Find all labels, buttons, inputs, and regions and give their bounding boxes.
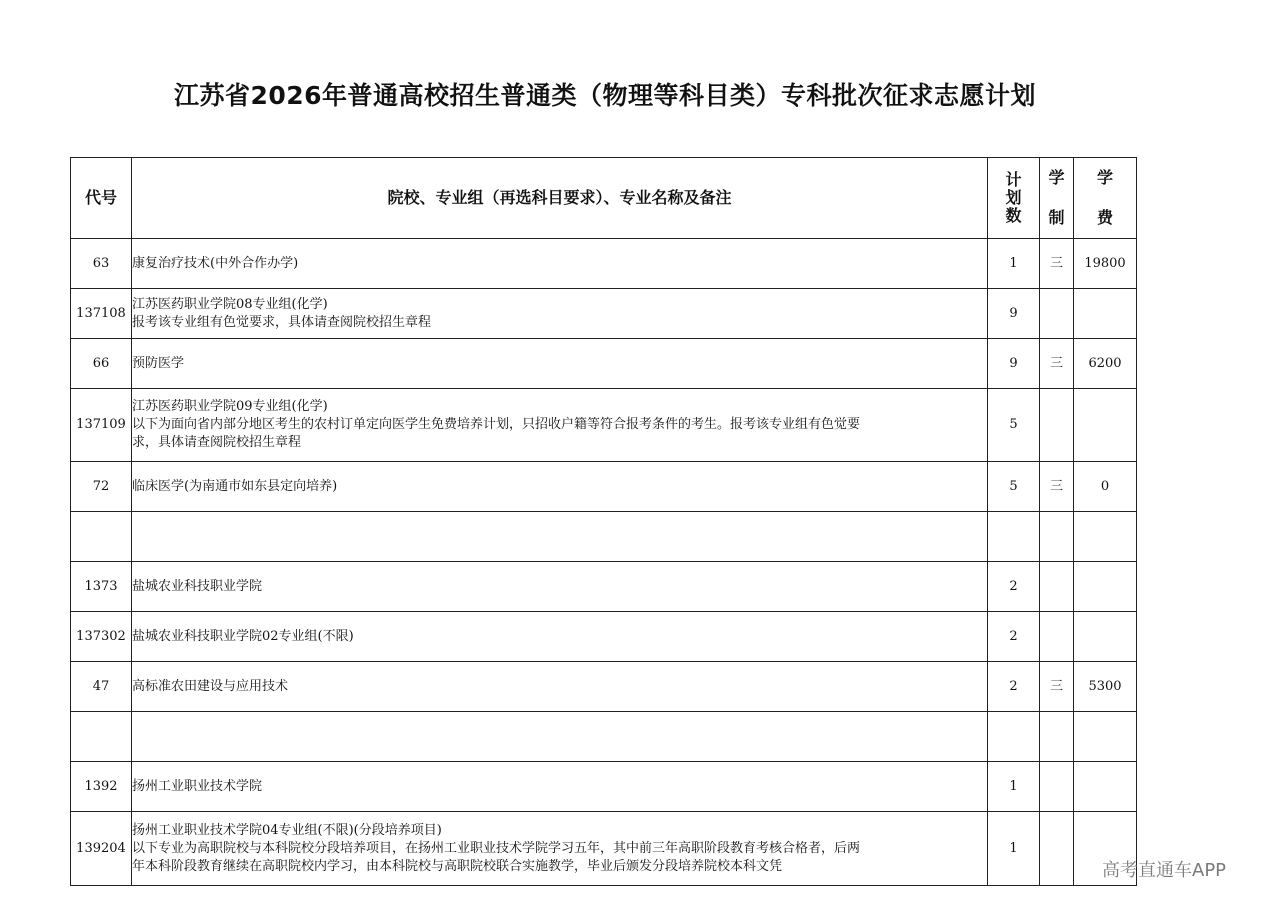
header-fee <box>1074 158 1137 239</box>
cell-years <box>1040 512 1074 562</box>
description-line: 盐城农业科技职业学院 <box>132 578 263 594</box>
cell-years: 三 <box>1040 662 1074 712</box>
description-line: 临床医学(为南通市如东县定向培养) <box>132 478 338 494</box>
cell-fee <box>1074 562 1137 612</box>
cell-code: 1373 <box>71 562 132 612</box>
table-row <box>71 812 1137 886</box>
cell-years <box>1040 762 1074 812</box>
cell-years <box>1040 812 1074 886</box>
description-line: 盐城农业科技职业学院02专业组(不限) <box>132 628 354 644</box>
cell-fee: 0 <box>1074 462 1137 512</box>
cell-code: 47 <box>71 662 132 712</box>
plan-table <box>70 157 1137 886</box>
description-line: 年本科阶段教育继续在高职院校内学习，由本科院校与高职院校联合实施教学，毕业后颁发分段培养院校本科文凭 <box>132 858 783 874</box>
table-row <box>71 712 1137 762</box>
header-code: 代号 <box>71 158 132 239</box>
cell-description <box>132 289 988 339</box>
cell-description <box>132 389 988 462</box>
cell-fee <box>1074 712 1137 762</box>
header-plan-count <box>988 158 1040 239</box>
cell-years <box>1040 289 1074 339</box>
table-row <box>71 239 1137 289</box>
description-line: 江苏医药职业学院09专业组(化学) <box>132 399 328 414</box>
cell-description <box>132 612 988 662</box>
cell-fee: 6200 <box>1074 339 1137 389</box>
cell-code <box>71 712 132 762</box>
cell-description <box>132 462 988 512</box>
table-row <box>71 339 1137 389</box>
cell-description <box>132 812 988 886</box>
description-line: 以下为面向省内部分地区考生的农村订单定向医学生免费培养计划，只招收户籍等符合报考条件的考生。报考该专业组有色觉要 <box>132 417 861 432</box>
header-years-char: 制 <box>1048 208 1065 227</box>
cell-plan-count: 1 <box>988 762 1040 812</box>
table-row <box>71 762 1137 812</box>
table-row <box>71 662 1137 712</box>
table-row <box>71 289 1137 339</box>
cell-plan-count: 5 <box>988 462 1040 512</box>
cell-description <box>132 239 988 289</box>
description-line: 求，具体请查阅院校招生章程 <box>132 435 302 450</box>
watermark: 高考直通车APP <box>1102 860 1227 881</box>
cell-fee <box>1074 612 1137 662</box>
header-plan-char: 划 <box>1005 188 1022 207</box>
cell-code: 137302 <box>71 612 132 662</box>
page-title: 江苏省2026年普通高校招生普通类（物理等科目类）专科批次征求志愿计划 <box>173 81 1037 110</box>
cell-code: 72 <box>71 462 132 512</box>
description-line: 以下专业为高职院校与本科院校分段培养项目，在扬州工业职业技术学院学习五年，其中前三年高职阶段教育考核合格者，后两 <box>132 840 861 856</box>
cell-years: 三 <box>1040 239 1074 289</box>
cell-years <box>1040 389 1074 462</box>
description-line: 高标准农田建设与应用技术 <box>132 678 289 694</box>
header-row <box>71 158 1137 239</box>
cell-years: 三 <box>1040 339 1074 389</box>
cell-plan-count: 2 <box>988 662 1040 712</box>
cell-plan-count: 2 <box>988 612 1040 662</box>
cell-description <box>132 562 988 612</box>
header-years <box>1040 158 1074 239</box>
cell-years <box>1040 562 1074 612</box>
cell-code: 137108 <box>71 289 132 339</box>
cell-fee <box>1074 762 1137 812</box>
cell-fee <box>1074 389 1137 462</box>
cell-description <box>132 662 988 712</box>
description-line: 预防医学 <box>132 355 185 371</box>
description-line: 扬州工业职业技术学院 <box>132 778 263 794</box>
table-row <box>71 562 1137 612</box>
cell-code <box>71 512 132 562</box>
cell-code: 1392 <box>71 762 132 812</box>
cell-code: 66 <box>71 339 132 389</box>
cell-plan-count: 1 <box>988 812 1040 886</box>
description-line: 康复治疗技术(中外合作办学) <box>132 255 299 271</box>
cell-years <box>1040 612 1074 662</box>
cell-years: 三 <box>1040 462 1074 512</box>
description-line: 扬州工业职业技术学院04专业组(不限)(分段培养项目) <box>132 822 442 838</box>
table-row <box>71 612 1137 662</box>
cell-fee: 19800 <box>1074 239 1137 289</box>
cell-fee: 5300 <box>1074 662 1137 712</box>
header-plan-char: 计 <box>1005 170 1022 189</box>
cell-plan-count: 2 <box>988 562 1040 612</box>
cell-plan-count: 9 <box>988 339 1040 389</box>
cell-fee <box>1074 289 1137 339</box>
cell-description <box>132 339 988 389</box>
cell-description <box>132 712 988 762</box>
cell-code: 137109 <box>71 389 132 462</box>
cell-description <box>132 512 988 562</box>
table-body <box>71 239 1137 886</box>
cell-years <box>1040 712 1074 762</box>
cell-code: 139204 <box>71 812 132 886</box>
cell-plan-count: 1 <box>988 239 1040 289</box>
cell-plan-count: 9 <box>988 289 1040 339</box>
header-fee-char: 费 <box>1096 208 1113 227</box>
cell-plan-count: 5 <box>988 389 1040 462</box>
table-row <box>71 389 1137 462</box>
header-fee-char: 学 <box>1096 168 1113 187</box>
description-line: 江苏医药职业学院08专业组(化学) <box>132 296 328 312</box>
header-description: 院校、专业组（再选科目要求）、专业名称及备注 <box>132 158 988 239</box>
header-plan-char: 数 <box>1005 206 1022 225</box>
cell-plan-count <box>988 512 1040 562</box>
table-row <box>71 512 1137 562</box>
description-line: 报考该专业组有色觉要求，具体请查阅院校招生章程 <box>132 314 432 330</box>
cell-code: 63 <box>71 239 132 289</box>
cell-description <box>132 762 988 812</box>
header-years-char: 学 <box>1048 168 1065 187</box>
cell-plan-count <box>988 712 1040 762</box>
cell-fee <box>1074 512 1137 562</box>
table-row <box>71 462 1137 512</box>
